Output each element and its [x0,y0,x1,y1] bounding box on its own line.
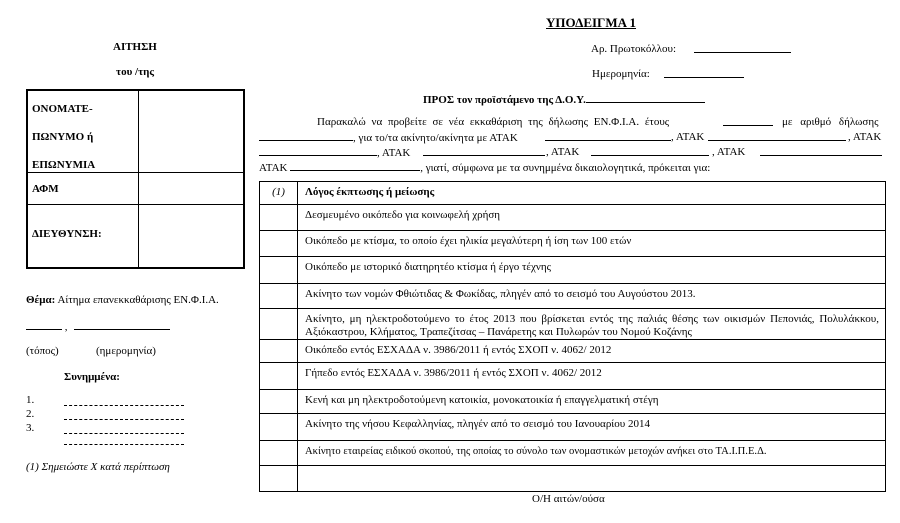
reason-row [260,363,885,390]
body-line-1: Παρακαλώ να προβείτε σε νέα εκκαθάριση της δήλωσης ΕΝ.Φ.Ι.Α. έτους [317,116,670,128]
header-reason: Λόγος έκπτωσης ή μείωσης [305,186,435,198]
reason-row [260,390,885,414]
header-mark-column: (1) [260,182,298,204]
reason-text: Κενή και μη ηλεκτροδοτούμενη κατοικία, μονοκατοικία ή επαγγελματική στέγη [305,394,659,406]
reason-text: Ακίνητο της νήσου Κεφαλληνίας, πληγέν από το σεισμό του Ιανουαρίου 2014 [305,418,650,430]
reason-checkbox[interactable] [260,441,298,465]
reason-checkbox[interactable] [260,414,298,440]
date-blank[interactable] [74,320,170,330]
attachment-1-blank[interactable] [64,397,184,406]
request-title: ΑΙΤΗΣΗ [113,41,157,53]
protocol-label: Αρ. Πρωτοκόλλου: [591,43,676,55]
subject [26,294,219,306]
reason-checkbox[interactable] [260,466,298,491]
atak-label-3: , ΑΤΑΚ [848,131,882,143]
date-field[interactable] [664,68,744,78]
afm-field[interactable] [140,173,243,204]
reason-checkbox[interactable] [260,205,298,230]
reason-text: Ακίνητο των νομών Φθιώτιδας & Φωκίδας, πληγέν από το σεισμό του Αυγούστου 2013. [305,288,696,300]
name-row [28,91,243,173]
reason-text: Ακίνητο εταιρείας ειδικού σκοπού, της οποίας το σύνολο των ονομαστικών μετοχών ανήκει στο ΤΑ.Ι.Π.Ε.Δ. [305,446,767,457]
attachment-3-blank[interactable] [64,425,184,434]
reasons-table [259,181,886,492]
reason-checkbox[interactable] [260,231,298,256]
document-title: ΥΠΟΔΕΙΓΜΑ 1 [546,15,637,30]
date-label-left: (ημερομηνία) [96,345,156,357]
reason-text: Οικόπεδο με ιστορικό διατηρητέο κτίσμα ή έργο τέχνης [305,261,551,273]
attachment-2-blank[interactable] [64,411,184,420]
attachment-1: 1. [26,394,35,406]
atak-field-3[interactable] [259,146,377,156]
atak-field-1[interactable] [545,131,671,141]
addressee: ΠΡΟΣ τον προϊστάμενο της Δ.Ο.Υ. [423,93,705,106]
atak-label-6: , ΑΤΑΚ [712,146,746,158]
atak-label-5: , ΑΤΑΚ [546,146,580,158]
reasons-header [260,182,885,205]
reason-checkbox[interactable] [260,363,298,389]
attachment-2: 2. [26,408,35,420]
address-field[interactable] [140,205,243,267]
atak-field-4[interactable] [423,146,545,156]
reason-checkbox[interactable] [260,309,298,339]
reason-row [260,309,885,340]
attachments-label: Συνημμένα: [64,371,120,383]
atak-label-2: , ΑΤΑΚ [671,131,705,143]
body-line-2: , για το/τα ακίνητο/ακίνητα με ΑΤΑΚ [259,131,518,144]
atak-field-6[interactable] [760,146,882,156]
reason-text: Ακίνητο, μη ηλεκτροδοτούμενο το έτος 2013 που βρίσκεται εντός της παλιάς θέσης των οικισμών Πεπονιάς, Πολυλάκκου, Αξιόκαστρου, Κλήματος, Τραπεζίτσας – Πανάρετης και Πυλωρών του Νομού Κοζάνης [305,313,879,338]
body-line-3: , ΑΤΑΚ [259,146,410,159]
reason-row-blank [260,466,885,491]
atak-field-5[interactable] [591,146,709,156]
applicant-table [26,89,245,269]
year-field[interactable] [723,116,773,126]
attachment-extra-blank[interactable] [64,436,184,445]
body-line-4: ΑΤΑΚ , γιατί, σύμφωνα με τα συνημμένα δικαιολογητικά, πρόκειται για: [259,162,711,174]
afm-row [28,173,243,205]
atak-field-7[interactable] [290,161,420,171]
body-line-1b: με αριθμό δήλωσης [782,116,879,128]
reason-row [260,205,885,231]
date-label: Ημερομηνία: [592,68,650,80]
signature-label: Ο/Η αιτών/ούσα [532,493,605,505]
place-date-separator: , [64,321,68,333]
subject-label: Θέμα: [26,294,56,306]
reason-row [260,257,885,284]
attachment-3: 3. [26,422,35,434]
place-blank[interactable] [26,320,62,330]
reason-row [260,231,885,257]
atak-field-2[interactable] [708,131,846,141]
reason-text: Οικόπεδο με κτίσμα, το οποίο έχει ηλικία μεγαλύτερη ή ίση των 100 ετών [305,235,632,247]
footnote: (1) Σημειώστε Χ κατά περίπτωση [26,461,170,473]
reason-text: Οικόπεδο εντός ΕΣΧΑΔΑ ν. 3986/2011 ή εντός ΣΧΟΠ ν. 4062/ 2012 [305,344,612,356]
name-label: ΟΝΟΜΑΤΕ- ΠΩΝΥΜΟ ή ΕΠΩΝΥΜΙΑ [28,91,139,172]
name-field[interactable] [140,91,243,172]
reason-row [260,284,885,309]
reason-text: Δεσμευμένο οικόπεδο για κοινωφελή χρήση [305,209,501,221]
reason-checkbox[interactable] [260,340,298,362]
address-label: ΔΙΕΥΘΥΝΣΗ: [28,205,139,267]
reason-checkbox[interactable] [260,284,298,308]
place-date-line [26,320,170,333]
request-subtitle: του /της [116,66,155,78]
place-label: (τόπος) [26,345,59,357]
address-row [28,205,243,267]
reason-row [260,340,885,363]
reason-checkbox[interactable] [260,257,298,283]
protocol-field[interactable] [694,43,791,53]
reason-text: Γήπεδο εντός ΕΣΧΑΔΑ ν. 3986/2011 ή εντός ΣΧΟΠ ν. 4062/ 2012 [305,367,602,379]
reason-row [260,441,885,466]
subject-text: Αίτημα επανεκκαθάρισης ΕΝ.Φ.Ι.Α. [57,294,219,306]
doy-field[interactable] [586,93,705,103]
reason-row [260,414,885,441]
afm-label: ΑΦΜ [28,173,139,204]
declaration-no-field[interactable] [259,131,353,141]
reason-checkbox[interactable] [260,390,298,413]
